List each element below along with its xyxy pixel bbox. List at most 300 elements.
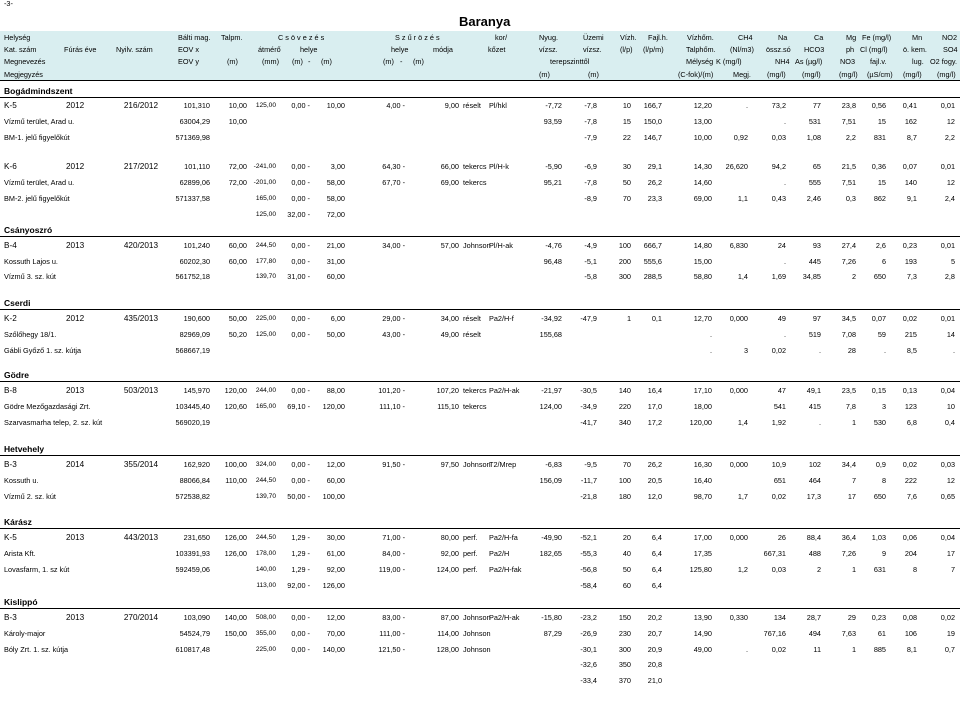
cell-eov: 568667,19 <box>175 346 210 355</box>
cell-cs1: 31,00 - <box>287 272 310 281</box>
cell-vho: 16,40 <box>693 476 712 485</box>
cell-name: Gábli Győző 1. sz. kútja <box>4 346 82 355</box>
cell-nyilv: 217/2012 <box>123 162 158 171</box>
cell-uz: -5,8 <box>584 272 597 281</box>
cell-ca: 34,85 <box>802 272 821 281</box>
cell-mn: 140 <box>904 178 917 187</box>
cell-vh: 50 <box>622 178 631 187</box>
cell-ca: 415 <box>808 402 821 411</box>
cell-na: 94,2 <box>771 162 786 171</box>
cell-na: 1,92 <box>771 418 786 427</box>
cell-nyilv: 420/2013 <box>123 241 158 250</box>
cell-nyilv: 503/2013 <box>123 386 158 395</box>
cell-fh: 6,4 <box>651 581 662 590</box>
cell-no2: 2,8 <box>944 272 955 281</box>
cell-name: BM-1. jelű figyelőkút <box>4 133 70 142</box>
cell-fh: 20,8 <box>647 660 662 669</box>
header-cell: Nyug. <box>539 33 559 42</box>
cell-fe: 0,36 <box>871 162 886 171</box>
cell-na: . <box>783 178 786 187</box>
cell-no2: 2,4 <box>944 194 955 203</box>
header-cell: (m) <box>588 70 599 79</box>
cell-sz1: 71,00 - <box>382 533 405 542</box>
header-divider <box>0 80 960 81</box>
cell-eov: 101,110 <box>184 162 210 171</box>
cell-mn: 204 <box>904 549 917 558</box>
cell-no2: 17 <box>946 549 955 558</box>
cell-talp: 126,00 <box>224 549 247 558</box>
cell-sz1: 121,50 - <box>378 645 405 654</box>
cell-cs1: 0,00 - <box>291 194 310 203</box>
cell-mg: 7,51 <box>841 117 856 126</box>
cell-mg: 21,5 <box>841 162 856 171</box>
cell-name: Arista Kft. <box>4 549 36 558</box>
section-title: Cserdi <box>4 298 31 308</box>
cell-fh: 288,5 <box>643 272 662 281</box>
cell-atm: 139,70 <box>255 273 276 280</box>
cell-atm: 508,00 <box>255 614 276 621</box>
cell-fh: 16,4 <box>647 386 662 395</box>
cell-uz: -11,7 <box>580 476 597 485</box>
cell-ca: 464 <box>808 476 821 485</box>
header-cell: (m) <box>413 57 424 66</box>
cell-mg: 34,5 <box>841 314 856 323</box>
cell-mg: 7,08 <box>841 330 856 339</box>
header-cell: Talpm. <box>221 33 243 42</box>
cell-vh: 22 <box>622 133 631 142</box>
cell-ca: 11 <box>813 645 821 654</box>
header-cell: O2 fogy. <box>930 57 958 66</box>
cell-ch4: 0,000 <box>729 314 748 323</box>
cell-fe: 885 <box>873 645 886 654</box>
cell-mn: 222 <box>904 476 917 485</box>
cell-fh: 21,0 <box>647 676 662 685</box>
header-cell: Fúrás éve <box>64 45 97 54</box>
cell-mn: 0,08 <box>902 613 917 622</box>
cell-fe: 15 <box>877 117 886 126</box>
cell-cs2: 58,00 <box>326 178 345 187</box>
cell-no2: 12 <box>946 178 955 187</box>
cell-cs1: 0,00 - <box>291 241 310 250</box>
cell-vh: 200 <box>618 257 631 266</box>
cell-na: 0,02 <box>771 346 786 355</box>
cell-mn: 0,41 <box>902 101 917 110</box>
cell-koz: Pl/H-ak <box>489 241 513 250</box>
cell-mg: 0,3 <box>845 194 856 203</box>
section-rule <box>0 608 960 609</box>
cell-vh: 100 <box>618 476 631 485</box>
cell-koz: Pa2/H-fa <box>489 533 518 542</box>
cell-na: 0,43 <box>771 194 786 203</box>
cell-year: 2014 <box>66 460 85 469</box>
cell-fh: 23,3 <box>647 194 662 203</box>
cell-vho: 14,80 <box>693 241 712 250</box>
cell-uz: -56,8 <box>580 565 597 574</box>
cell-fh: 26,2 <box>647 178 662 187</box>
cell-vho: 58,80 <box>693 272 712 281</box>
cell-cs2: 31,00 <box>326 257 345 266</box>
cell-sz2: 57,00 <box>440 241 459 250</box>
cell-fe: 0,15 <box>871 386 886 395</box>
cell-cs2: 72,00 <box>326 210 345 219</box>
cell-na: . <box>783 117 786 126</box>
cell-mod: tekercs <box>463 402 487 411</box>
cell-uz: -33,4 <box>580 676 597 685</box>
cell-vho: 15,00 <box>693 257 712 266</box>
cell-eov: 103,090 <box>183 613 210 622</box>
cell-fe: 3 <box>881 402 886 411</box>
cell-name: Gödre Mezőgazdasági Zrt. <box>4 402 91 411</box>
cell-cs1: 32,00 - <box>287 210 310 219</box>
cell-name: K-5 <box>4 101 17 110</box>
cell-fh: 6,4 <box>651 565 662 574</box>
cell-eov: 610817,48 <box>175 645 210 654</box>
section-rule <box>0 236 960 237</box>
cell-mod: réselt <box>463 101 481 110</box>
cell-sz1: 101,20 - <box>378 386 405 395</box>
cell-ca: 93 <box>812 241 821 250</box>
header-cell: As (µg/l) <box>795 57 823 66</box>
cell-cs2: 12,00 <box>326 613 345 622</box>
cell-cs1: 0,00 - <box>291 178 310 187</box>
header-cell: össz.só <box>766 45 791 54</box>
cell-cs1: 0,00 - <box>291 613 310 622</box>
county-title: Baranya <box>459 14 511 29</box>
cell-mn: 8,5 <box>906 346 917 355</box>
cell-eov: 63004,29 <box>179 117 210 126</box>
cell-fh: 12,0 <box>647 492 662 501</box>
cell-ch4: 0,92 <box>733 133 748 142</box>
cell-name: K-5 <box>4 533 17 542</box>
cell-cs2: 60,00 <box>326 272 345 281</box>
cell-nyug: 155,68 <box>539 330 562 339</box>
cell-ch4: 1,2 <box>737 565 748 574</box>
page-number: -3- <box>4 0 13 8</box>
cell-vho: 13,00 <box>693 117 712 126</box>
cell-mg: 2 <box>851 272 856 281</box>
cell-vho: 69,00 <box>693 194 712 203</box>
cell-na: 134 <box>773 613 786 622</box>
cell-vho: 14,60 <box>693 178 712 187</box>
cell-koz: Pl/H-k <box>489 162 509 171</box>
cell-sz1: 67,70 - <box>382 178 405 187</box>
cell-eov: 592459,06 <box>175 565 210 574</box>
cell-na: . <box>783 330 786 339</box>
cell-cs2: 100,00 <box>322 492 345 501</box>
cell-no2: 0,4 <box>944 418 955 427</box>
cell-no2: 10 <box>946 402 955 411</box>
header-cell: (mg/l) <box>937 70 956 79</box>
header-cell: terepszinttől <box>550 57 590 66</box>
cell-nyug: 182,65 <box>539 549 562 558</box>
cell-eov: 571369,98 <box>175 133 210 142</box>
cell-cs1: 50,00 - <box>287 492 310 501</box>
cell-uz: -58,4 <box>580 581 597 590</box>
cell-mg: 1 <box>851 565 856 574</box>
cell-cs1: 0,00 - <box>291 386 310 395</box>
cell-sz2: 114,00 <box>437 629 459 638</box>
header-cell: Megjegyzés <box>4 70 43 79</box>
cell-fh: 26,2 <box>647 460 662 469</box>
cell-nyug: -4,76 <box>545 241 562 250</box>
cell-atm: 225,00 <box>255 646 276 653</box>
cell-nyilv: 435/2013 <box>123 314 158 323</box>
header-cell: Na <box>778 33 788 42</box>
cell-no2: 0,01 <box>940 101 955 110</box>
cell-na: 47 <box>777 386 786 395</box>
cell-sz2: 124,00 <box>436 565 459 574</box>
cell-ch4: 0,000 <box>729 460 748 469</box>
cell-fh: 17,2 <box>647 418 662 427</box>
cell-cs2: 92,00 <box>326 565 345 574</box>
cell-ch4: . <box>745 101 748 110</box>
cell-talp: 120,60 <box>224 402 247 411</box>
header-cell: vízsz. <box>583 45 602 54</box>
cell-sz2: 115,10 <box>437 402 459 411</box>
header-cell: Vízhőm. <box>687 33 714 42</box>
cell-vh: 150 <box>618 613 631 622</box>
header-cell: kor/ <box>495 33 508 42</box>
cell-year: 2012 <box>66 162 85 171</box>
cell-name: K-2 <box>4 314 17 323</box>
cell-vh: 30 <box>622 162 631 171</box>
header-cell: Fajl.h. <box>648 33 668 42</box>
section-rule <box>0 455 960 456</box>
cell-atm: 125,00 <box>255 211 276 218</box>
section-title: Csányoszró <box>4 225 53 235</box>
cell-vh: 60 <box>622 581 631 590</box>
cell-mod: tekercs <box>463 386 487 395</box>
cell-ch4: 0,000 <box>729 533 748 542</box>
cell-ch4: 0,000 <box>729 386 748 395</box>
header-cell: (mg/l) <box>839 70 858 79</box>
section-title: Gödre <box>4 370 30 380</box>
section-rule <box>0 97 960 98</box>
cell-mod: perf. <box>463 565 478 574</box>
header-cell: ph <box>846 45 855 54</box>
cell-uz: -4,9 <box>584 241 597 250</box>
cell-fe: 0,23 <box>871 613 886 622</box>
cell-uz: -7,8 <box>584 178 597 187</box>
cell-cs2: 120,00 <box>322 402 345 411</box>
cell-atm: 165,00 <box>255 403 276 410</box>
cell-ca: 494 <box>808 629 821 638</box>
cell-ca: 17,3 <box>806 492 821 501</box>
cell-name: B-8 <box>4 386 17 395</box>
cell-fe: 650 <box>873 492 886 501</box>
cell-eov: 103445,40 <box>175 402 210 411</box>
cell-name: Kossuth Lajos u. <box>4 257 58 266</box>
cell-mg: 1 <box>851 418 856 427</box>
cell-ch4: 26,620 <box>725 162 748 171</box>
section-title: Hetvehely <box>4 444 45 454</box>
header-cell: fajl.v. <box>870 57 887 66</box>
header-cell: átmérő <box>258 45 281 54</box>
cell-uz: -21,8 <box>580 492 597 501</box>
cell-name: B-3 <box>4 460 17 469</box>
cell-talp: 150,00 <box>224 629 247 638</box>
cell-talp: 126,00 <box>224 533 247 542</box>
cell-uz: -5,1 <box>584 257 597 266</box>
cell-fh: 6,4 <box>651 533 662 542</box>
cell-eov: 62899,06 <box>179 178 210 187</box>
cell-sz2: 66,00 <box>440 162 459 171</box>
cell-year: 2013 <box>66 241 85 250</box>
cell-mg: 36,4 <box>841 533 856 542</box>
cell-vh: 370 <box>618 676 631 685</box>
cell-fh: 17,0 <box>647 402 662 411</box>
cell-na: 24 <box>777 241 786 250</box>
cell-talp: 100,00 <box>224 460 247 469</box>
cell-atm: 177,80 <box>255 258 276 265</box>
cell-cs2: 21,00 <box>326 241 345 250</box>
cell-ca: 77 <box>812 101 821 110</box>
cell-mg: 34,4 <box>841 460 856 469</box>
cell-atm: 125,00 <box>255 102 276 109</box>
cell-vh: 70 <box>622 460 631 469</box>
cell-mg: 28 <box>847 346 856 355</box>
cell-sz2: 34,00 <box>440 314 459 323</box>
cell-sz1: 64,30 - <box>382 162 405 171</box>
cell-name: Kossuth u. <box>4 476 39 485</box>
header-cell: (m) <box>227 57 238 66</box>
cell-eov: 569020,19 <box>175 418 210 427</box>
section-title: Kislippó <box>4 597 38 607</box>
cell-uz: -9,5 <box>584 460 597 469</box>
header-cell: (m) <box>539 70 550 79</box>
cell-cs2: 50,00 <box>326 330 345 339</box>
cell-vh: 300 <box>618 645 631 654</box>
header-cell: (m) <box>321 57 332 66</box>
cell-eov: 101,310 <box>183 101 210 110</box>
cell-fh: 166,7 <box>643 101 662 110</box>
cell-mn: 0,02 <box>902 460 917 469</box>
cell-year: 2013 <box>66 386 85 395</box>
header-cell: módja <box>433 45 453 54</box>
cell-sz1: 84,00 - <box>382 549 405 558</box>
cell-ca: . <box>818 346 821 355</box>
cell-mn: 6,8 <box>906 418 917 427</box>
cell-vho: 13,90 <box>693 613 712 622</box>
header-cell: helye <box>300 45 318 54</box>
cell-no2: 0,04 <box>940 386 955 395</box>
cell-uz: -52,1 <box>580 533 597 542</box>
cell-nyug: -21,97 <box>541 386 562 395</box>
cell-ca: 488 <box>808 549 821 558</box>
cell-mn: 0,23 <box>902 241 917 250</box>
cell-name: Lovasfarm, 1. sz kút <box>4 565 70 574</box>
cell-koz: Pa2/H-fak <box>489 565 522 574</box>
cell-eov: 561752,18 <box>175 272 210 281</box>
header-cell: Fe (mg/l) <box>862 33 892 42</box>
cell-uz: -6,9 <box>584 162 597 171</box>
cell-mod: Johnson <box>463 613 491 622</box>
cell-cs1: 0,00 - <box>291 101 310 110</box>
cell-vho: 98,70 <box>693 492 712 501</box>
cell-mod: Johnson <box>463 629 491 638</box>
cell-mn: 8 <box>912 565 917 574</box>
cell-no2: 0,04 <box>940 533 955 542</box>
cell-mg: 27,4 <box>841 241 856 250</box>
cell-ch4: 3 <box>743 346 748 355</box>
cell-vho: 12,20 <box>693 101 712 110</box>
cell-cs2: 58,00 <box>326 194 345 203</box>
cell-ch4: 1,1 <box>737 194 748 203</box>
cell-na: 667,31 <box>763 549 786 558</box>
cell-fe: 15 <box>877 178 886 187</box>
cell-ca: 2,46 <box>806 194 821 203</box>
cell-uz: -32,6 <box>580 660 597 669</box>
cell-name: Károly-major <box>4 629 46 638</box>
cell-mn: 7,6 <box>906 492 917 501</box>
cell-name: Szőlőhegy 18/1. <box>4 330 57 339</box>
cell-nyug: 156,09 <box>539 476 562 485</box>
header-cell: K (mg/l) <box>716 57 742 66</box>
cell-no2: 12 <box>946 476 955 485</box>
cell-year: 2013 <box>66 533 85 542</box>
cell-fe: 9 <box>881 549 886 558</box>
cell-ca: 88,4 <box>806 533 821 542</box>
cell-nyug: -5,90 <box>545 162 562 171</box>
cell-mn: 0,13 <box>902 386 917 395</box>
cell-eov: 103391,93 <box>175 549 210 558</box>
cell-fe: 831 <box>873 133 886 142</box>
header-cell: (l/p) <box>620 45 633 54</box>
cell-mg: 7 <box>851 476 856 485</box>
cell-cs2: 12,00 <box>326 460 345 469</box>
cell-na: 0,03 <box>771 565 786 574</box>
cell-sz2: 128,00 <box>436 645 459 654</box>
cell-talp: 50,00 <box>228 314 247 323</box>
cell-mn: 0,06 <box>902 533 917 542</box>
cell-sz2: 107,20 <box>436 386 459 395</box>
cell-atm: 125,00 <box>255 331 276 338</box>
cell-ca: 97 <box>812 314 821 323</box>
cell-uz: -30,5 <box>580 386 597 395</box>
header-cell: Üzemi <box>583 33 604 42</box>
cell-no2: 0,65 <box>940 492 955 501</box>
cell-sz2: 87,00 <box>440 613 459 622</box>
cell-talp: 110,00 <box>225 476 247 485</box>
header-cell: (mg/l) <box>903 70 922 79</box>
cell-cs1: 1,29 - <box>291 565 310 574</box>
cell-cs2: 6,00 <box>330 314 345 323</box>
cell-sz1: 111,00 - <box>379 629 405 638</box>
cell-ca: . <box>818 418 821 427</box>
cell-vh: 40 <box>622 549 631 558</box>
cell-mn: 106 <box>904 629 917 638</box>
cell-nyug: 96,48 <box>543 257 562 266</box>
header-cell: Mg <box>846 33 857 42</box>
cell-nyug: -6,83 <box>545 460 562 469</box>
cell-uz: -41,7 <box>580 418 597 427</box>
header-cell: (m) <box>383 57 394 66</box>
header-cell: ö. kem. <box>903 45 927 54</box>
cell-cs2: 126,00 <box>322 581 345 590</box>
cell-vho: 10,00 <box>693 133 712 142</box>
cell-nyug: 87,29 <box>543 629 562 638</box>
header-cell: Cl (mg/l) <box>860 45 888 54</box>
cell-ca: 102 <box>808 460 821 469</box>
cell-atm: 139,70 <box>255 493 276 500</box>
cell-vh: 340 <box>618 418 631 427</box>
header-cell: - <box>308 57 311 66</box>
cell-no2: 0,7 <box>944 645 955 654</box>
cell-vho: 49,00 <box>693 645 712 654</box>
cell-talp: 120,00 <box>224 386 247 395</box>
cell-na: 0,02 <box>771 492 786 501</box>
cell-ca: 1,08 <box>806 133 821 142</box>
